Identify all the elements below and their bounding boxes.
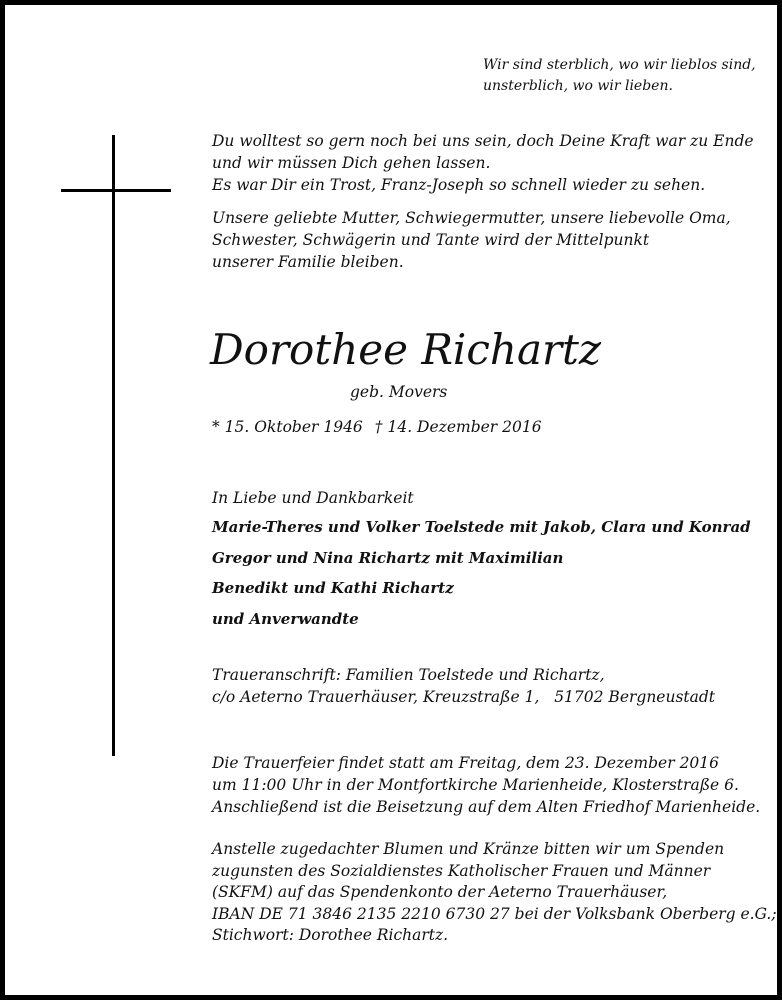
verse-line: und wir müssen Dich gehen lassen. — [212, 154, 491, 172]
birth-date: * 15. Oktober 1946 — [212, 418, 363, 436]
motto-line: unsterblich, wo wir lieben. — [483, 78, 673, 94]
death-date: † 14. Dezember 2016 — [374, 418, 542, 436]
address-line: c/o Aeterno Trauerhäuser, Kreuzstraße 1, 51702 Bergneustadt — [212, 688, 716, 706]
mourner-entry: Marie-Theres und Volker Toelstede mit Jakob, Clara und Konrad — [212, 518, 751, 536]
verse-line: Es war Dir ein Trost, Franz-Joseph so schnell wieder zu sehen. — [212, 176, 706, 194]
donation-line: zugunsten des Sozialdienstes Katholischer Frauen und Männer — [212, 861, 711, 880]
mourning-address — [212, 664, 715, 708]
motto-quote — [483, 55, 773, 97]
donation-line: IBAN DE 71 3846 2135 2210 6730 27 bei der Volksbank Oberberg e.G.; — [212, 904, 777, 923]
funeral-ceremony-info — [212, 752, 760, 818]
address-line: Traueranschrift: Familien Toelstede und Richartz, — [212, 666, 605, 684]
verse-line: Du wolltest so gern noch bei uns sein, doch Deine Kraft war zu Ende — [212, 132, 754, 150]
family-line: Unsere geliebte Mutter, Schwiegermutter, unsere liebevolle Oma, — [212, 209, 731, 227]
motto-line: Wir sind sterblich, wo wir lieblos sind, — [483, 57, 756, 73]
family-line: unserer Familie bleiben. — [212, 253, 404, 271]
cross-icon — [112, 135, 115, 756]
ceremony-line: Die Trauerfeier findet statt am Freitag, dem 23. Dezember 2016 — [212, 754, 720, 772]
mourners-list — [212, 516, 751, 638]
family-paragraph — [212, 207, 731, 273]
donation-info — [212, 839, 777, 947]
family-line: Schwester, Schwägerin und Tante wird der Mittelpunkt — [212, 231, 650, 249]
deceased-name: Dorothee Richartz — [210, 325, 602, 374]
mourners-intro: In Liebe und Dankbarkeit — [212, 489, 414, 507]
life-dates — [212, 416, 542, 438]
verse-paragraph — [212, 130, 754, 196]
ceremony-line: um 11:00 Uhr in der Montfortkirche Marienheide, Klosterstraße 6. — [212, 776, 739, 794]
donation-line: Anstelle zugedachter Blumen und Kränze bitten wir um Spenden — [212, 840, 725, 858]
ceremony-line: Anschließend ist die Beisetzung auf dem Alten Friedhof Marienheide. — [212, 798, 761, 816]
mourner-entry: Gregor und Nina Richartz mit Maximilian — [212, 548, 564, 567]
mourner-entry: und Anverwandte — [212, 609, 359, 628]
cross-icon-crossbar — [61, 189, 171, 192]
donation-line: (SKFM) auf das Spendenkonto der Aeterno Trauerhäuser, — [212, 883, 668, 901]
donation-line: Stichwort: Dorothee Richartz. — [212, 926, 449, 944]
maiden-name: geb. Movers — [350, 383, 448, 401]
mourner-entry: Benedikt und Kathi Richartz — [212, 579, 454, 597]
